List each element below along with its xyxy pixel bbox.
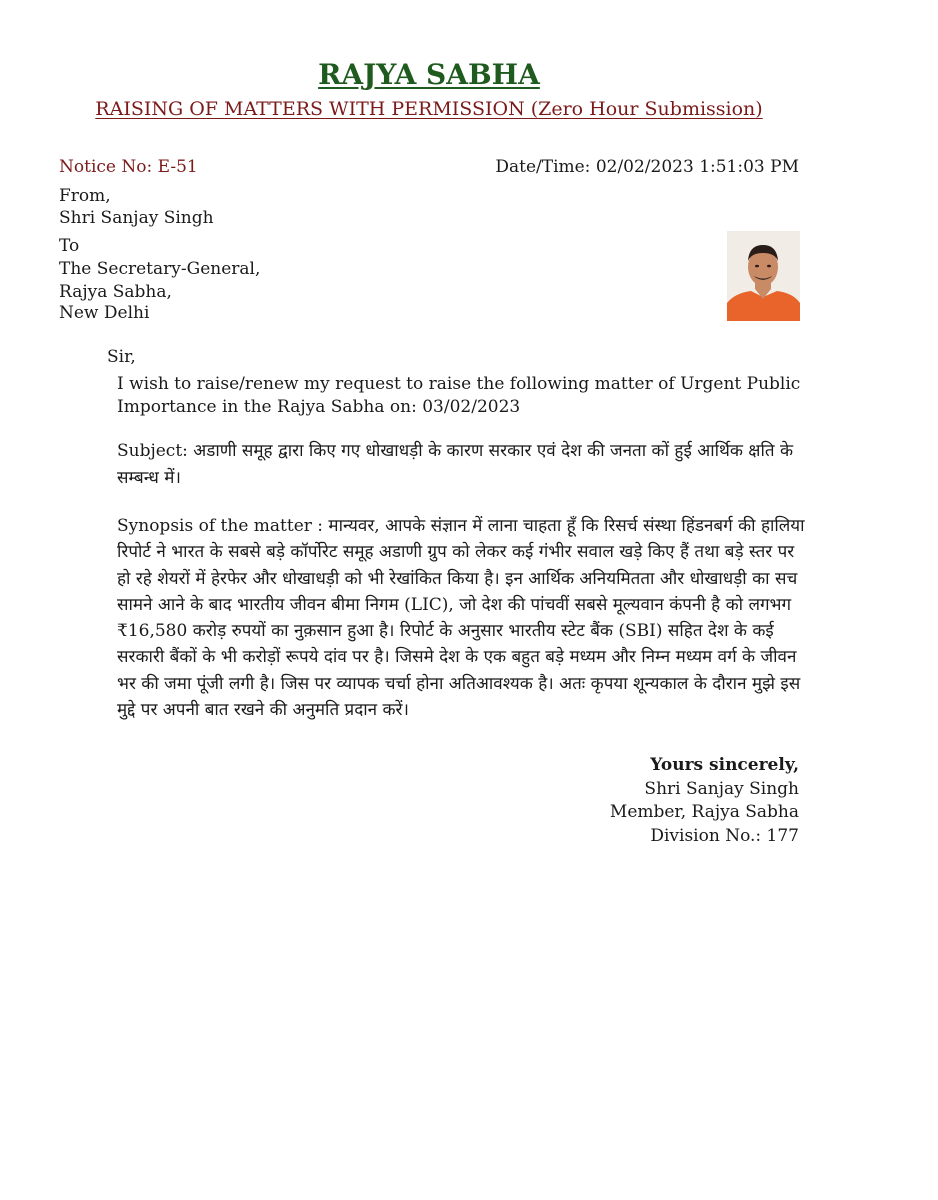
closing: Yours sincerely, [650,755,799,775]
salutation: Sir, [107,347,136,367]
request-paragraph: I wish to raise/renew my request to raise the following matter of Urgent Public Importance in the Rajya Sabha on: 03/02/2023 [117,374,801,417]
subject-paragraph: Subject: अडाणी समूह द्वारा किए गए धोखाधड़ी के कारण सरकार एवं देश की जनता कों हुई आर्थिक क्षति के सम्बन्ध में। [117,441,794,488]
signatory-name: Shri Sanjay Singh [644,778,799,799]
synopsis-paragraph: Synopsis of the matter : मान्यवर, आपके संज्ञान में लाना चाहता हूँ कि रिसर्च संस्था हिंडनबर्ग की हालिया रिपोर्ट ने भारत के सबसे बड़े कॉर्पोरेट समूह अडाणी ग्रुप को लेकर कई गंभीर सवाल खड़े किए हैं तथा बड़े स्तर पर हो रहे शेयरों में हेरफेर और धोखाधड़ी को भी रेखांकित किया है। इन आर्थिक अनियमितता और धोखाधड़ी का सच सामने आने के बाद भारतीय जीवन बीमा निगम (LIC), जो देश की पांचवीं सबसे मूल्यवान कंपनी है को लगभग ₹16,580 करोड़ रुपयों का नुक़सान हुआ है। रिपोर्ट के अनुसार भारतीय स्टेट बैंक (SBI) सहित देश के कई सरकारी बैंकों के भी करोड़ों रूपये दांव पर है। जिसमे देश के एक बहुत बड़े मध्यम और निम्न मध्यम वर्ग के जीवन भर की जमा पूंजी लगी है। जिस पर व्यापक चर्चा होना अतिआवश्यक है। अतः कृपया शून्यकाल के दौरान मुझे इस मुद्दे पर अपनी बात रखने की अनुमति प्रदान करें। [117,516,805,721]
from-label: From, [59,186,111,206]
division-number: Division No.: 177 [650,825,799,846]
notice-number: Notice No: E-51 [59,157,198,177]
to-line-3: New Delhi [59,303,150,323]
signature-block [610,754,799,848]
signatory-designation: Member, Rajya Sabha [609,802,799,822]
date-time: Date/Time: 02/02/2023 1:51:03 PM [495,157,799,177]
to-label: To [59,236,80,256]
document-subtitle: RAISING OF MATTERS WITH PERMISSION (Zero Hour Submission) [95,98,763,120]
to-line-1: The Secretary-General, [59,259,261,279]
to-line-2: Rajya Sabha, [59,282,172,302]
from-name: Shri Sanjay Singh [59,208,214,228]
house-title: RAJYA SABHA [318,58,540,91]
member-photo-icon [727,231,800,321]
member-photo [727,231,800,321]
